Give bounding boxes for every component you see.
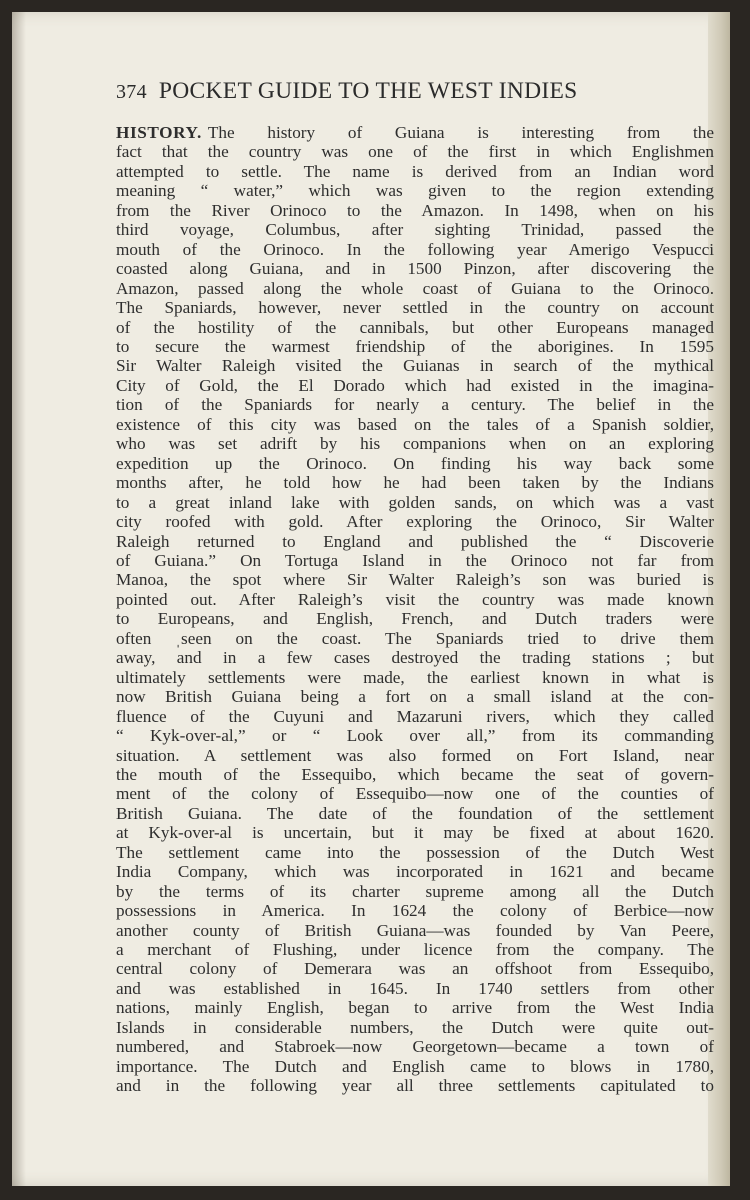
- text-line: by the terms of its charter supreme among all the Dutch: [116, 881, 714, 901]
- text-line: The settlement came into the possession of the Dutch West: [116, 842, 714, 862]
- text-line: meaning “ water,” which was given to the region extending: [116, 181, 714, 201]
- text-line: often ˌseen on the coast. The Spaniards tried to drive them: [116, 628, 714, 648]
- text-line: nations, mainly English, began to arrive from the West India: [116, 998, 714, 1018]
- text-line: Amazon, passed along the whole coast of Guiana to the Orinoco.: [116, 278, 714, 298]
- text-line: Islands in considerable numbers, the Dutch were quite out-: [116, 1017, 714, 1037]
- text-line: British Guiana. The date of the foundation of the settlement: [116, 803, 714, 823]
- page-gutter-shadow: [12, 12, 26, 1186]
- text-line: to Europeans, and English, French, and Dutch traders were: [116, 609, 714, 629]
- text-line: and in the following year all three settlements capitulated to: [116, 1076, 714, 1096]
- text-line: pointed out. After Raleigh’s visit the country was made known: [116, 589, 714, 609]
- text-line: “ Kyk-over-al,” or “ Look over all,” from its commanding: [116, 726, 714, 746]
- text-line: India Company, which was incorporated in 1621 and became: [116, 862, 714, 882]
- text-line: from the River Orinoco to the Amazon. In 1498, when on his: [116, 200, 714, 220]
- text-line: possessions in America. In 1624 the colony of Berbice—now: [116, 901, 714, 921]
- text-line: fact that the country was one of the first in which Englishmen: [116, 142, 714, 162]
- text-line: fluence of the Cuyuni and Mazaruni rivers, which they called: [116, 706, 714, 726]
- text-line: expedition up the Orinoco. On finding his way back some: [116, 453, 714, 473]
- text-line: existence of this city was based on the tales of a Spanish soldier,: [116, 414, 714, 434]
- text-line: numbered, and Stabroek—now Georgetown—became a town of: [116, 1037, 714, 1057]
- text-line: now British Guiana being a fort on a small island at the con-: [116, 687, 714, 707]
- running-title: POCKET GUIDE TO THE WEST INDIES: [158, 78, 578, 104]
- text-line: Sir Walter Raleigh visited the Guianas in search of the mythical: [116, 356, 714, 376]
- text-line: mouth of the Orinoco. In the following year Amerigo Vespucci: [116, 239, 714, 259]
- text-line: HISTORY. The history of Guiana is interesting from the: [116, 123, 714, 142]
- text-line: City of Gold, the El Dorado which had existed in the imagina-: [116, 375, 714, 395]
- running-header: [116, 78, 696, 105]
- page-number: 374: [116, 81, 147, 103]
- text-line: months after, he told how he had been taken by the Indians: [116, 473, 714, 493]
- text-line: at Kyk-over-al is uncertain, but it may be fixed at about 1620.: [116, 823, 714, 843]
- text-line: coasted along Guiana, and in 1500 Pinzon, after discovering the: [116, 259, 714, 279]
- section-heading: HISTORY.: [116, 123, 202, 142]
- text-line: of the hostility of the cannibals, but other Europeans managed: [116, 317, 714, 337]
- text-line: central colony of Demerara was an offshoot from Essequibo,: [116, 959, 714, 979]
- text-line: third voyage, Columbus, after sighting Trinidad, passed the: [116, 220, 714, 240]
- text-line: attempted to settle. The name is derived from an Indian word: [116, 161, 714, 181]
- text-line: of Guiana.” On Tortuga Island in the Orinoco not far from: [116, 550, 714, 570]
- text-line: situation. A settlement was also formed on Fort Island, near: [116, 745, 714, 765]
- text-line: ultimately settlements were made, the earliest known in what is: [116, 667, 714, 687]
- text-line: a merchant of Flushing, under licence from the company. The: [116, 940, 714, 960]
- text-line: Raleigh returned to England and published the “ Discoverie: [116, 531, 714, 551]
- text-line: who was set adrift by his companions when on an exploring: [116, 434, 714, 454]
- text-line: to secure the warmest friendship of the aborigines. In 1595: [116, 336, 714, 356]
- text-line: and was established in 1645. In 1740 settlers from other: [116, 978, 714, 998]
- text-line: The Spaniards, however, never settled in the country on account: [116, 298, 714, 318]
- text-line: importance. The Dutch and English came to blows in 1780,: [116, 1056, 714, 1076]
- body-text: [116, 123, 714, 1096]
- text-line: the mouth of the Essequibo, which became the seat of govern-: [116, 764, 714, 784]
- book-page: [12, 12, 730, 1186]
- text-line: to a great inland lake with golden sands, on which was a vast: [116, 492, 714, 512]
- text-line: ment of the colony of Essequibo—now one of the counties of: [116, 784, 714, 804]
- text-line: city roofed with gold. After exploring the Orinoco, Sir Walter: [116, 512, 714, 532]
- text-line: Manoa, the spot where Sir Walter Raleigh’s son was buried is: [116, 570, 714, 590]
- text-line: another county of British Guiana—was founded by Van Peere,: [116, 920, 714, 940]
- text-line: tion of the Spaniards for nearly a century. The belief in the: [116, 395, 714, 415]
- text-line: away, and in a few cases destroyed the trading stations ; but: [116, 648, 714, 668]
